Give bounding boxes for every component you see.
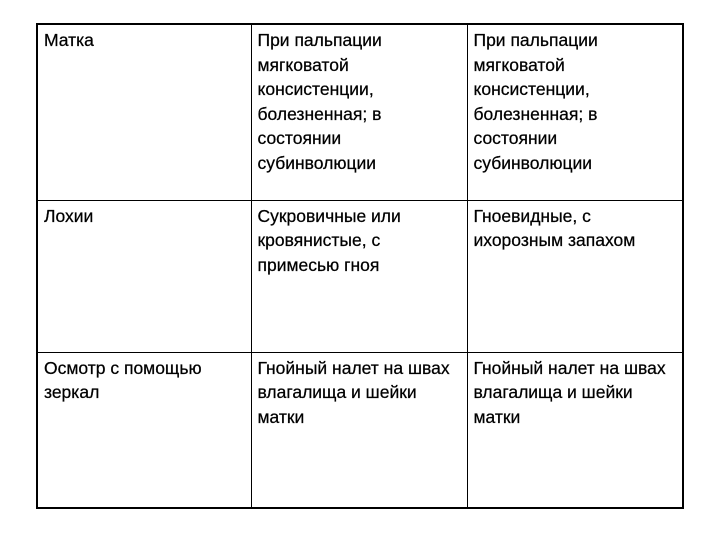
cell-text: При пальпации мягковатой консистенции, болезненная; в состоянии субинволюции	[257, 30, 382, 173]
table-cell	[467, 200, 682, 352]
table-row-lochia	[38, 200, 682, 352]
table-cell	[251, 200, 467, 352]
table-cell	[251, 25, 467, 200]
table-cell	[251, 352, 467, 507]
row-label-cell	[38, 352, 251, 507]
table-row-uterus	[38, 25, 682, 200]
cell-text: Гноевидные, с ихорозным запахом	[473, 205, 636, 250]
table-cell	[467, 352, 682, 507]
cell-text: Гнойный налет на швах влагалища и шейки матки	[257, 357, 450, 427]
cell-text: При пальпации мягковатой консистенции, болезненная; в состоянии субинволюции	[473, 30, 598, 173]
comparison-table	[38, 25, 682, 507]
row-label-cell	[38, 25, 251, 200]
table-cell	[467, 25, 682, 200]
row-label-cell	[38, 200, 251, 352]
cell-text: Гнойный налет на швах влагалища и шейки матки	[473, 357, 666, 427]
row-label: Осмотр с помощью зеркал	[44, 357, 202, 402]
table-row-speculum-exam	[38, 352, 682, 507]
row-label: Лохии	[44, 205, 94, 226]
row-label: Матка	[44, 30, 94, 50]
cell-text: Сукровичные или кровянистые, с примесью гноя	[257, 205, 401, 275]
comparison-table-frame	[36, 23, 684, 509]
